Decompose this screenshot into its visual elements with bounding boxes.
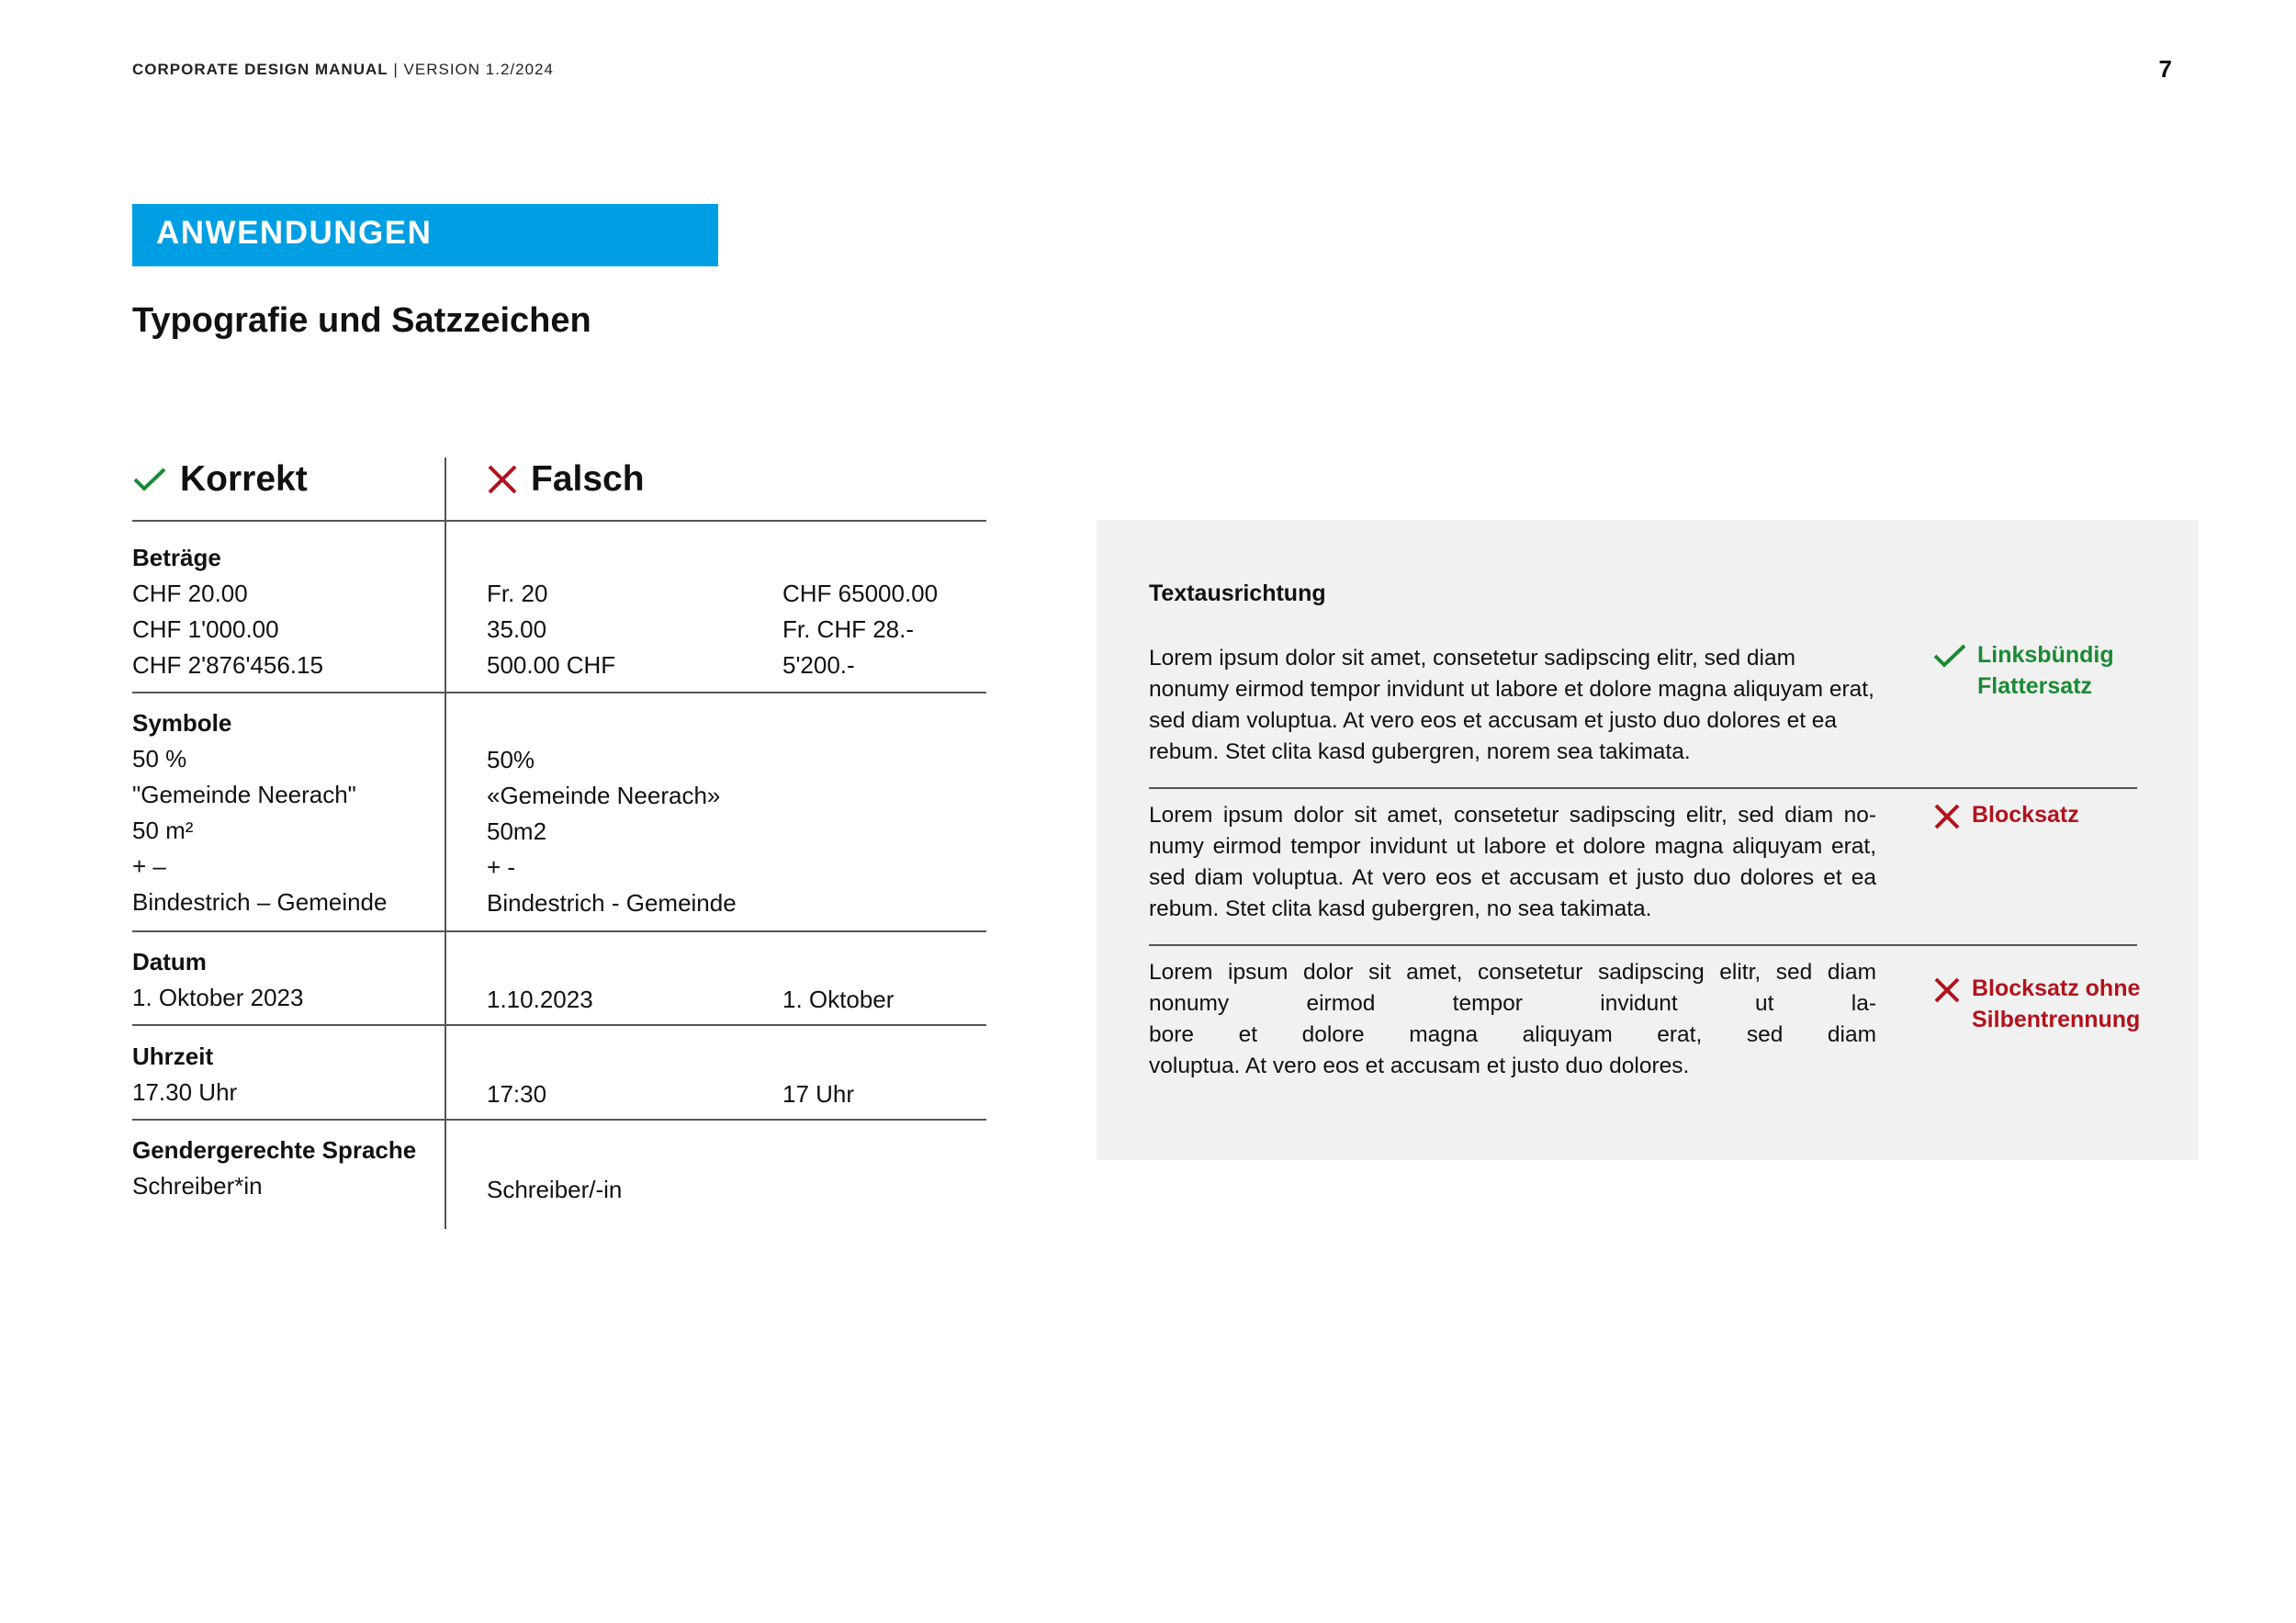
manual-title: CORPORATE DESIGN MANUAL <box>132 61 388 78</box>
wrong-value: Fr. 20 <box>487 580 548 607</box>
wrong-value: + - <box>487 853 516 881</box>
row-datum-correct <box>132 944 303 1016</box>
cross-icon <box>487 464 518 495</box>
label-wrong <box>1933 799 2079 830</box>
wrong-value: 17:30 <box>487 1080 547 1108</box>
cross-icon <box>1933 803 1961 830</box>
paragraph-line: bore et dolore magna aliquyam erat, sed diam <box>1149 1022 1876 1047</box>
correct-value: Bindestrich – Gemeinde <box>132 888 388 916</box>
wrong-value: 50% <box>487 746 535 773</box>
manual-version: VERSION 1.2/2024 <box>403 61 554 78</box>
table-divider <box>132 1119 986 1121</box>
row-label: Symbole <box>132 709 232 737</box>
label-correct <box>1933 639 2114 702</box>
example-justified-no-hyphenation <box>1149 957 1876 1082</box>
running-header <box>132 61 554 79</box>
label-line: Flattersatz <box>1977 673 2093 699</box>
row-label: Beträge <box>132 544 221 571</box>
row-uhrzeit-correct <box>132 1039 237 1110</box>
correct-value: "Gemeinde Neerach" <box>132 781 356 808</box>
check-icon <box>132 466 167 493</box>
label-line: Blocksatz ohne <box>1972 975 2141 1001</box>
table-divider <box>132 520 986 522</box>
table-divider <box>132 1024 986 1026</box>
row-symbole-correct <box>132 705 387 920</box>
row-gender-correct <box>132 1133 416 1204</box>
column-divider <box>445 457 446 1229</box>
row-label: Uhrzeit <box>132 1043 214 1070</box>
example-flush-left: Lorem ipsum dolor sit amet, consetetur sadipscing elitr, sed diam nonumy eirmod tempor invidunt ut labore et dolore magna aliquyam erat, sed diam voluptua. At vero eos et accusam et justo duo dolores et ea rebum. Stet clita kasd gubergren, norem sea takimata. <box>1149 646 1874 764</box>
wrong-value: 1.10.2023 <box>487 986 593 1013</box>
wrong-header-label: Falsch <box>531 459 645 499</box>
label-line: Linksbündig <box>1977 642 2114 668</box>
correct-value: 1. Oktober 2023 <box>132 984 304 1011</box>
paragraph-line: voluptua. At vero eos et accusam et justo duo dolores. <box>1149 1054 1690 1078</box>
wrong-column-header <box>487 459 645 500</box>
panel-divider <box>1149 787 2137 789</box>
label-line: Silbentrennung <box>1972 1007 2141 1032</box>
correct-value: Schreiber*in <box>132 1172 263 1200</box>
correct-value: 17.30 Uhr <box>132 1078 238 1106</box>
wrong-value: CHF 65000.00 <box>782 580 939 607</box>
wrong-value: Bindestrich - Gemeinde <box>487 889 737 917</box>
check-icon <box>1933 643 1966 669</box>
wrong-value: 35.00 <box>487 615 547 643</box>
row-datum-wrong-b <box>782 982 894 1018</box>
cross-icon <box>1933 976 1961 1004</box>
text-alignment-title: Textausrichtung <box>1149 580 1326 606</box>
row-label: Datum <box>132 948 207 975</box>
wrong-value: Schreiber/-in <box>487 1176 623 1203</box>
correct-value: 50 % <box>132 745 187 772</box>
correct-value: + – <box>132 852 166 880</box>
row-label: Gendergerechte Sprache <box>132 1136 417 1164</box>
page-subtitle: Typografie und Satzzeichen <box>132 301 591 340</box>
row-datum-wrong-a <box>487 982 593 1018</box>
paragraph-line: nonumy eirmod tempor invidunt ut la- <box>1149 991 1876 1016</box>
correct-value: CHF 20.00 <box>132 580 248 607</box>
wrong-value: 17 Uhr <box>782 1080 855 1108</box>
wrong-value: «Gemeinde Neerach» <box>487 782 721 809</box>
correct-header-label: Korrekt <box>180 459 308 499</box>
correct-value: CHF 2'876'456.15 <box>132 651 323 679</box>
page-number: 7 <box>2158 55 2172 83</box>
row-symbole-wrong-a <box>487 742 737 921</box>
wrong-value: Fr. CHF 28.- <box>782 615 915 643</box>
header-separator: | <box>393 61 399 78</box>
row-gender-wrong-a <box>487 1172 622 1208</box>
wrong-value: 50m2 <box>487 817 547 845</box>
correct-value: CHF 1'000.00 <box>132 615 279 643</box>
row-betraege-wrong-a <box>487 576 615 683</box>
table-divider <box>132 692 986 693</box>
label-wrong <box>1933 973 2140 1035</box>
wrong-value: 500.00 CHF <box>487 651 616 679</box>
label-line: Blocksatz <box>1972 802 2079 828</box>
row-uhrzeit-wrong-b <box>782 1076 854 1112</box>
wrong-value: 5'200.- <box>782 651 855 679</box>
correct-value: 50 m² <box>132 817 194 844</box>
section-banner: ANWENDUNGEN <box>132 204 718 266</box>
correct-column-header <box>132 459 308 500</box>
table-divider <box>132 930 986 932</box>
paragraph-line: Lorem ipsum dolor sit amet, consetetur sadipscing elitr, sed diam <box>1149 960 1876 985</box>
panel-divider <box>1149 944 2137 946</box>
wrong-value: 1. Oktober <box>782 986 895 1013</box>
example-justified: Lorem ipsum dolor sit amet, consetetur sadipscing elitr, sed diam nonumy eirmod tempor invidunt ut labore et dolore magna aliquyam erat, sed diam voluptua. At vero eos et accusam et justo duo dolores et ea rebum. Stet clita kasd gubergren, no sea takimata. <box>1149 803 1876 921</box>
row-uhrzeit-wrong-a <box>487 1076 546 1112</box>
row-betraege-correct <box>132 540 323 683</box>
row-betraege-wrong-b <box>782 576 938 683</box>
